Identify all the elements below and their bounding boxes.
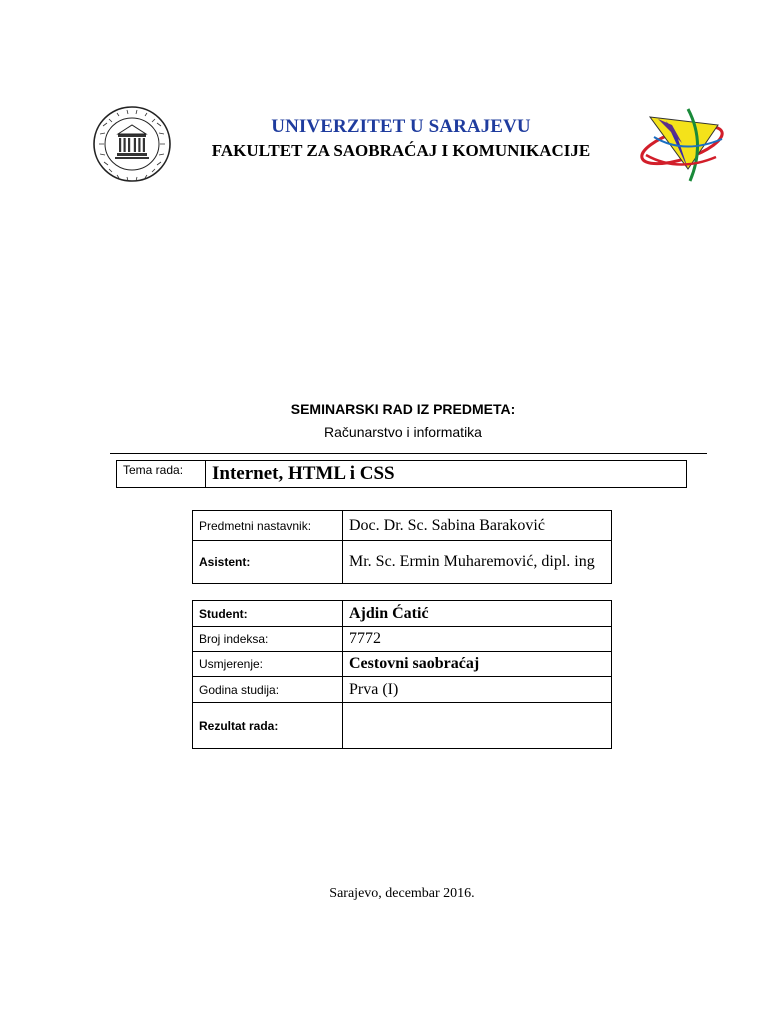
topic-table [116, 460, 687, 488]
table-row [193, 677, 612, 703]
seminar-heading: SEMINARSKI RAD IZ PREDMETA: [290, 401, 516, 417]
year-value: Prva (I) [343, 677, 612, 703]
topic-label: Tema rada: [117, 461, 206, 488]
assistant-label: Asistent: [193, 541, 343, 584]
horizontal-divider [110, 453, 707, 454]
year-label: Godina studija: [193, 677, 343, 703]
student-table [192, 600, 612, 749]
staff-table [192, 510, 612, 584]
student-value: Ajdin Ćatić [343, 601, 612, 627]
table-row [193, 652, 612, 677]
direction-label: Usmjerenje: [193, 652, 343, 677]
result-value [343, 703, 612, 749]
course-name: Računarstvo i informatika [324, 424, 482, 440]
professor-label: Predmetni nastavnik: [193, 511, 343, 541]
table-row [193, 703, 612, 749]
direction-value: Cestovni saobraćaj [343, 652, 612, 677]
assistant-value: Mr. Sc. Ermin Muharemović, dipl. ing [343, 541, 612, 584]
index-value: 7772 [343, 627, 612, 652]
professor-value: Doc. Dr. Sc. Sabina Baraković [343, 511, 612, 541]
university-name: UNIVERZITET U SARAJEVU [271, 116, 531, 137]
student-label: Student: [193, 601, 343, 627]
table-row [117, 461, 687, 488]
table-row [193, 627, 612, 652]
faculty-name: FAKULTET ZA SAOBRAĆAJ I KOMUNIKACIJE [211, 141, 591, 160]
table-row [193, 511, 612, 541]
result-label: Rezultat rada: [193, 703, 343, 749]
index-label: Broj indeksa: [193, 627, 343, 652]
topic-value: Internet, HTML i CSS [206, 461, 687, 488]
place-date: Sarajevo, decembar 2016. [329, 886, 475, 901]
table-row [193, 541, 612, 584]
table-row [193, 601, 612, 627]
